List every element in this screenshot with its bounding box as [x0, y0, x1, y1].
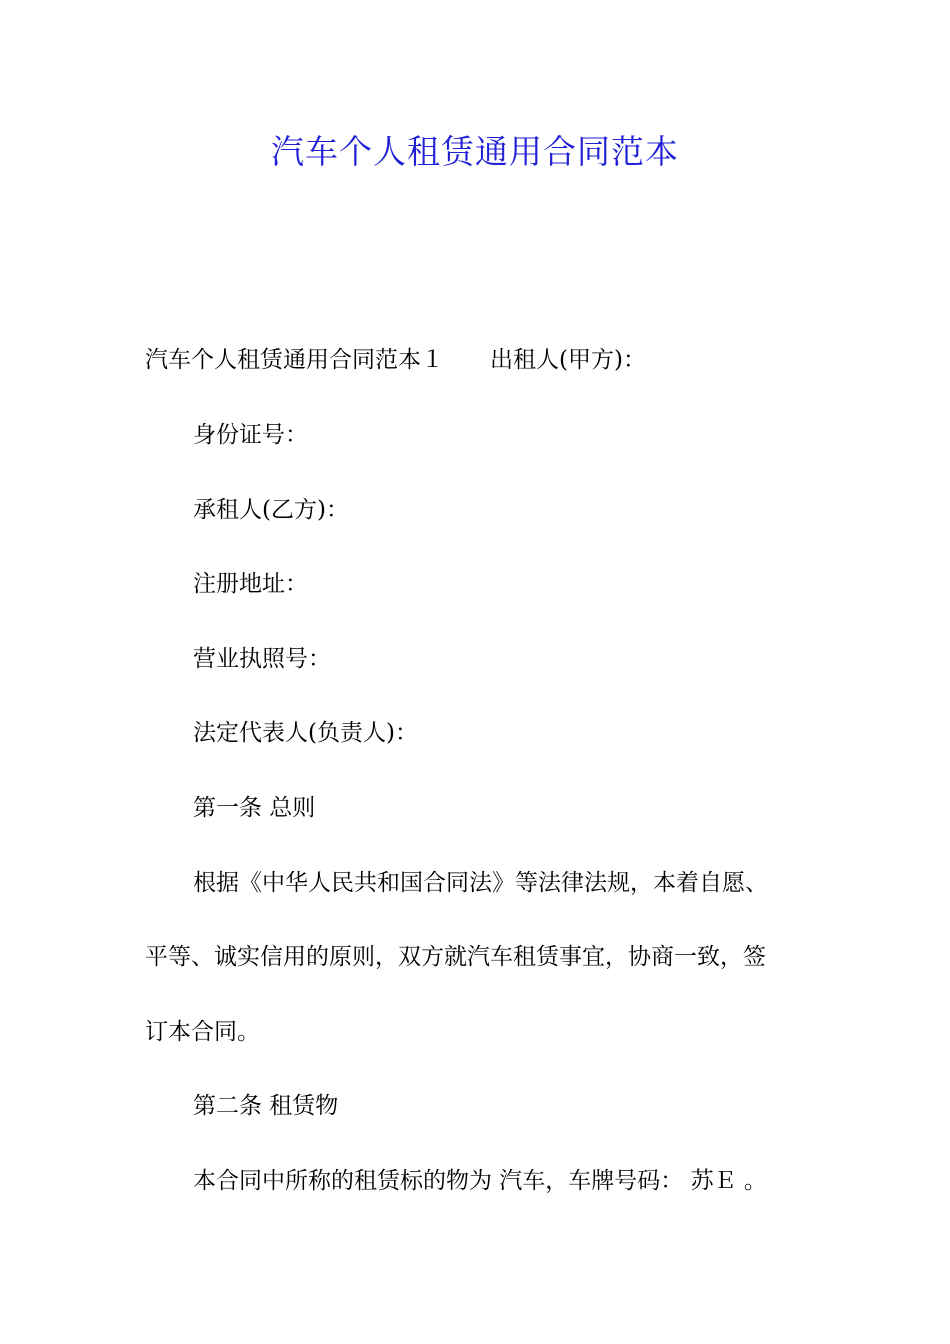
lessor-label: 出租人(甲方)： — [490, 347, 646, 373]
intro-heading: 汽车个人租赁通用合同范本１ — [145, 347, 444, 373]
legal-representative-label: 法定代表人(负责人)： — [193, 720, 418, 746]
article2-paragraph-line1: 本合同中所称的租赁标的物为 汽车，车牌号码： 苏Ｅ 。 — [193, 1168, 767, 1194]
article2-heading: 第二条 租赁物 — [193, 1093, 339, 1119]
article1-paragraph-line3: 订本合同。 — [145, 1019, 260, 1045]
id-number-label: 身份证号： — [193, 422, 308, 448]
intro-line — [145, 343, 646, 377]
lessee-label: 承租人(乙方)： — [193, 497, 349, 523]
document-title: 汽车个人租赁通用合同范本 — [271, 132, 679, 171]
article1-heading: 第一条 总则 — [193, 795, 316, 821]
article1-paragraph-line1: 根据《中华人民共和国合同法》等法律法规，本着自愿、 — [193, 870, 768, 896]
article1-paragraph-line2: 平等、诚实信用的原则，双方就汽车租赁事宜，协商一致，签 — [145, 944, 766, 970]
business-license-label: 营业执照号： — [193, 646, 331, 672]
registered-address-label: 注册地址： — [193, 571, 308, 597]
